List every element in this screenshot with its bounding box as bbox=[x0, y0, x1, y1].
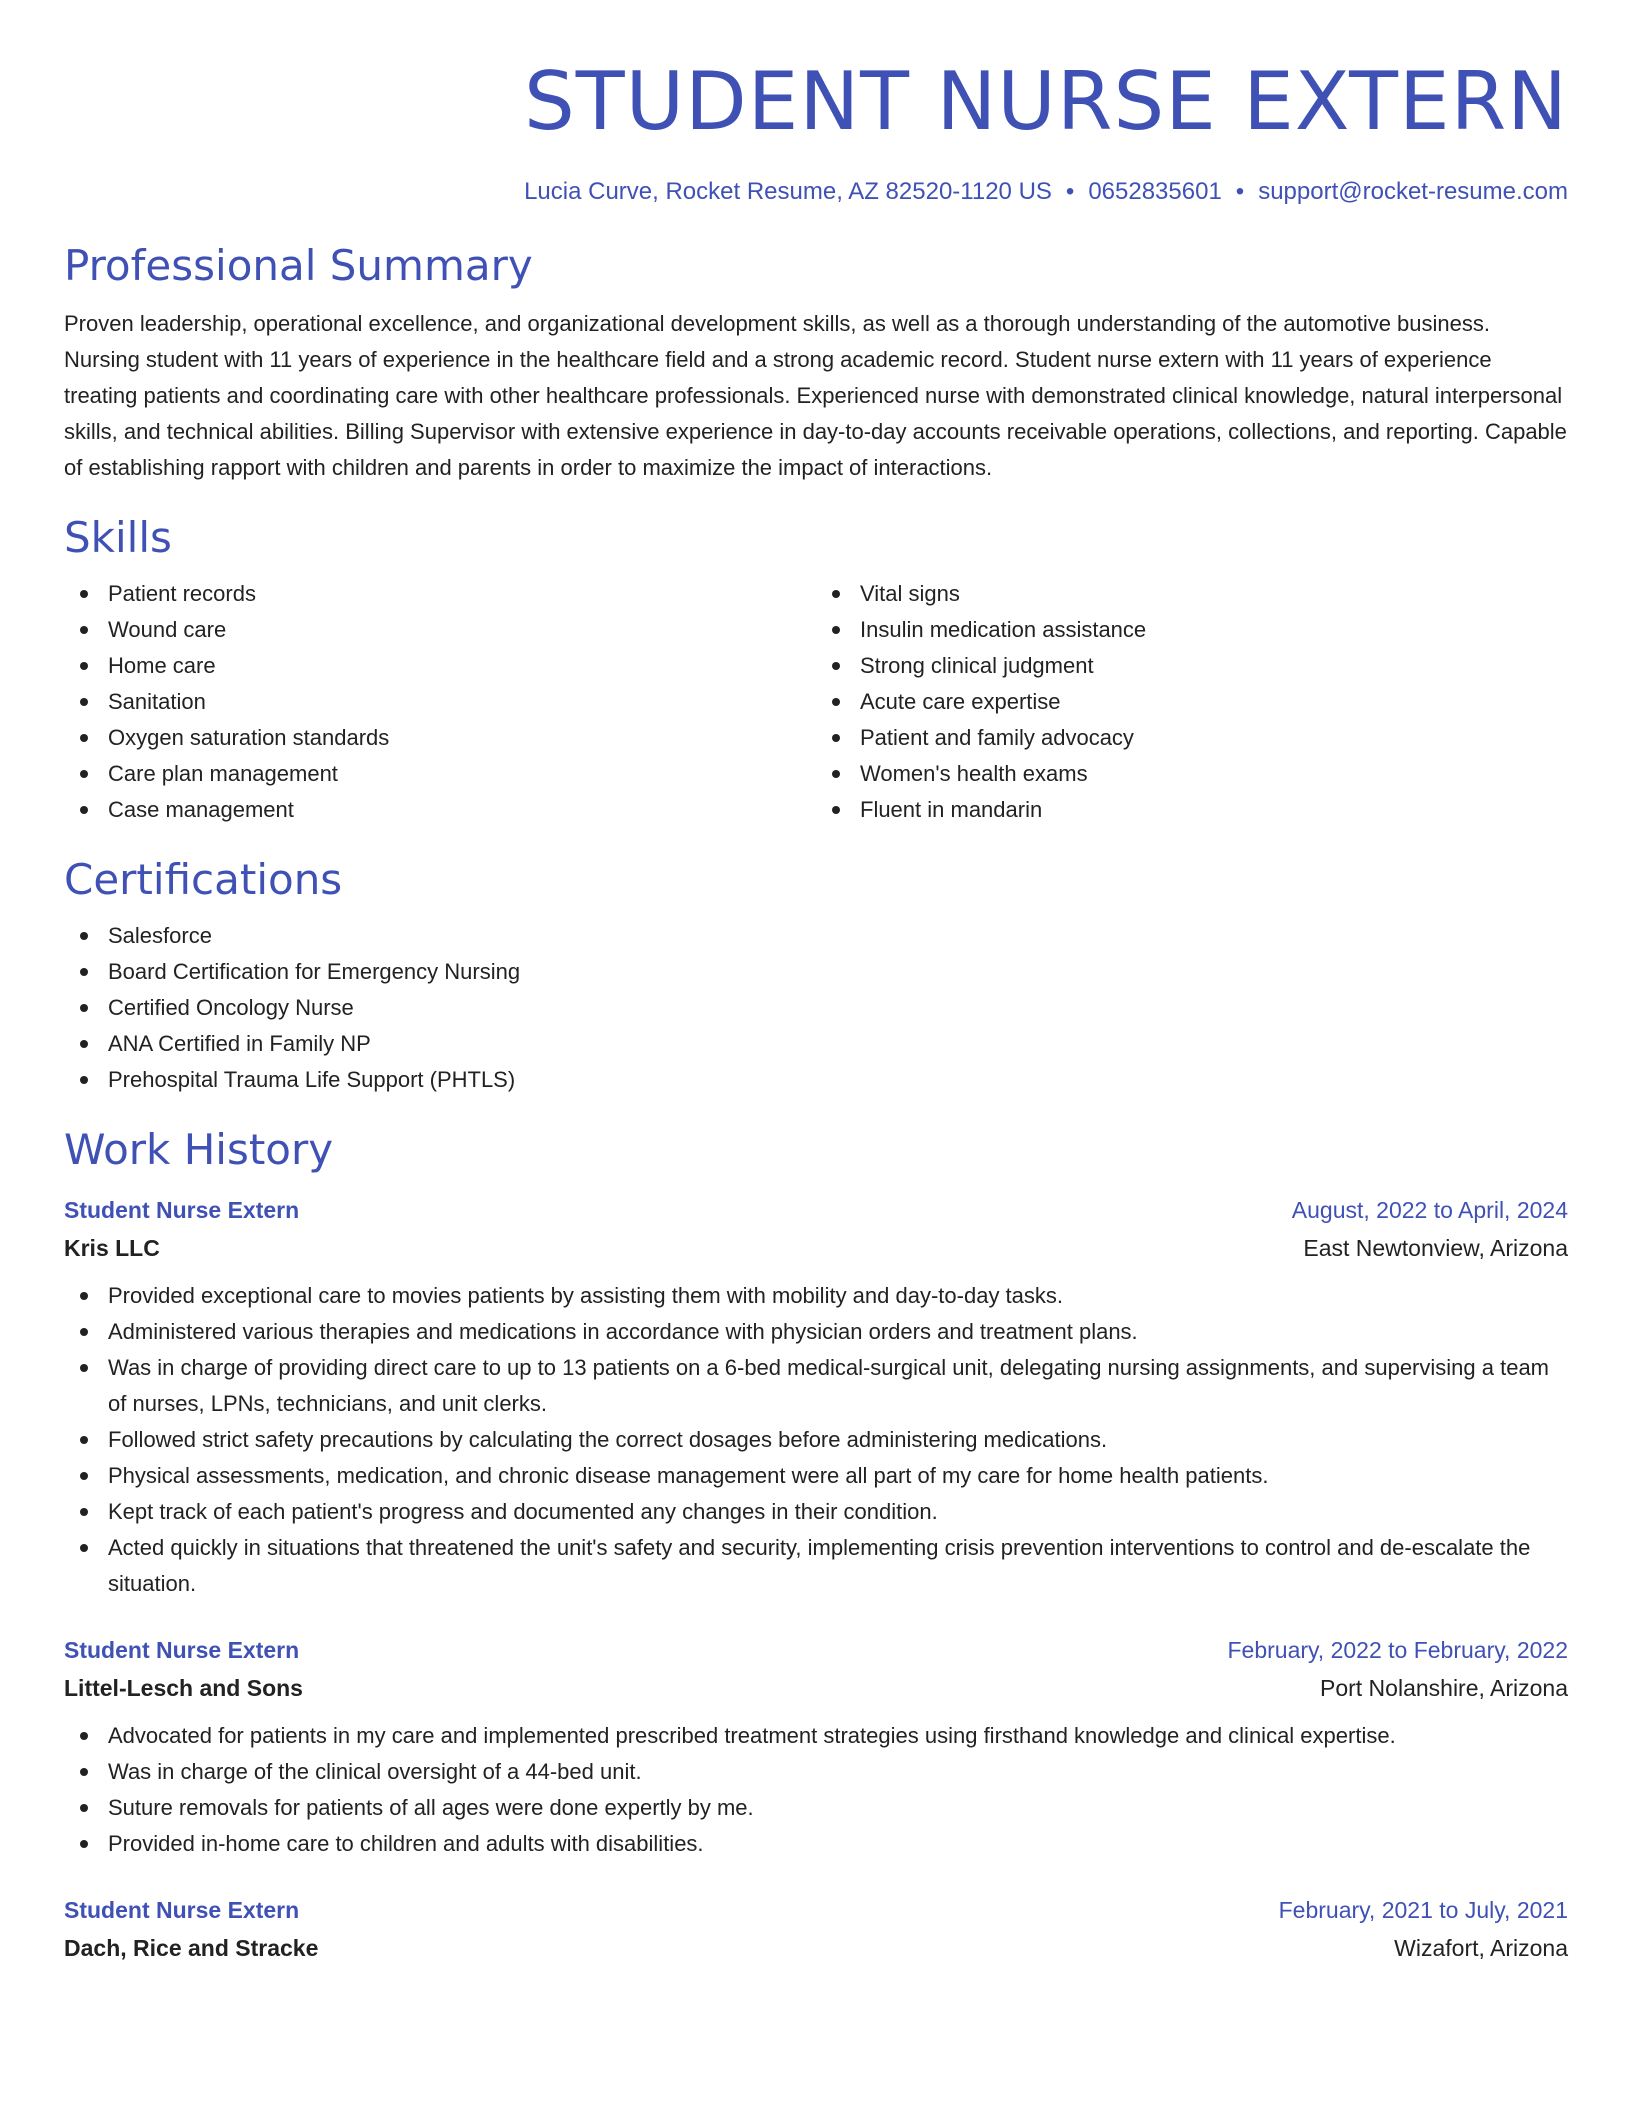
skills-column-right bbox=[816, 576, 1568, 828]
skill-item: Fluent in mandarin bbox=[860, 792, 1568, 828]
job-dates: August, 2022 to April, 2024 bbox=[1291, 1197, 1568, 1223]
skill-item: Home care bbox=[108, 648, 816, 684]
job-bullets bbox=[64, 1278, 1568, 1602]
job-title: Student Nurse Extern bbox=[64, 1197, 300, 1223]
job-bullet: Suture removals for patients of all ages were done expertly by me. bbox=[108, 1790, 1568, 1826]
skill-item: Oxygen saturation standards bbox=[108, 720, 816, 756]
certifications-heading: Certifications bbox=[64, 855, 343, 904]
summary-text: Proven leadership, operational excellence, and organizational development skills, as well as a thorough understanding of the automotive business. Nursing student with 11 years of experience in the healthcare field and a strong academic record. Student nurse extern with 11 years of experience treating patients and coordinating care with other healthcare professionals. Experienced nurse with demonstrated clinical knowledge, natural interpersonal skills, and technical abilities. Billing Supervisor with extensive experience in day-to-day accounts receivable operations, collections, and reporting. Capable of establishing rapport with children and parents in order to maximize the impact of interactions. bbox=[64, 311, 1567, 480]
resume-page bbox=[64, 52, 1568, 1968]
job-header-row bbox=[64, 1892, 1568, 1928]
summary-heading: Professional Summary bbox=[64, 241, 533, 290]
job-company: Kris LLC bbox=[64, 1235, 160, 1261]
job-bullet: Acted quickly in situations that threatened the unit's safety and security, implementing crisis prevention interventions to control and de-escalate the situation. bbox=[108, 1530, 1568, 1602]
job-entry bbox=[64, 1192, 1568, 1602]
job-bullet: Administered various therapies and medications in accordance with physician orders and treatment plans. bbox=[108, 1314, 1568, 1350]
skills-list bbox=[64, 576, 1568, 828]
job-entry bbox=[64, 1632, 1568, 1862]
skill-item: Acute care expertise bbox=[860, 684, 1568, 720]
job-location: Wizafort, Arizona bbox=[1394, 1935, 1568, 1961]
job-employer-row bbox=[64, 1668, 1568, 1708]
skill-item: Patient and family advocacy bbox=[860, 720, 1568, 756]
skill-item: Case management bbox=[108, 792, 816, 828]
skill-item: Sanitation bbox=[108, 684, 816, 720]
job-employer-row bbox=[64, 1228, 1568, 1268]
work-history-heading: Work History bbox=[64, 1125, 334, 1174]
contact-email: support@rocket-resume.com bbox=[1258, 178, 1568, 205]
job-employer-row bbox=[64, 1928, 1568, 1968]
job-header-row bbox=[64, 1632, 1568, 1668]
job-company: Dach, Rice and Stracke bbox=[64, 1935, 319, 1961]
contact-phone: 0652835601 bbox=[1088, 178, 1222, 205]
skill-item: Vital signs bbox=[860, 576, 1568, 612]
job-bullet: Physical assessments, medication, and chronic disease management were all part of my care for home health patients. bbox=[108, 1458, 1568, 1494]
certification-item: Prehospital Trauma Life Support (PHTLS) bbox=[108, 1062, 1568, 1098]
resume-title: STUDENT NURSE EXTERN bbox=[523, 55, 1568, 148]
job-dates: February, 2021 to July, 2021 bbox=[1278, 1897, 1568, 1923]
job-entry bbox=[64, 1892, 1568, 1968]
contact-line bbox=[64, 176, 1568, 208]
job-bullet: Followed strict safety precautions by calculating the correct dosages before administering medications. bbox=[108, 1422, 1568, 1458]
job-bullet: Provided in-home care to children and adults with disabilities. bbox=[108, 1826, 1568, 1862]
job-bullet: Was in charge of the clinical oversight of a 44-bed unit. bbox=[108, 1754, 1568, 1790]
contact-separator: • bbox=[1235, 178, 1245, 205]
job-header-row bbox=[64, 1192, 1568, 1228]
job-location: Port Nolanshire, Arizona bbox=[1319, 1675, 1568, 1701]
job-bullets bbox=[64, 1718, 1568, 1862]
certifications-list bbox=[64, 918, 1568, 1098]
certification-item: Salesforce bbox=[108, 918, 1568, 954]
job-bullet: Provided exceptional care to movies patients by assisting them with mobility and day-to-day tasks. bbox=[108, 1278, 1568, 1314]
skill-item: Insulin medication assistance bbox=[860, 612, 1568, 648]
skill-item: Care plan management bbox=[108, 756, 816, 792]
skill-item: Women's health exams bbox=[860, 756, 1568, 792]
skill-item: Wound care bbox=[108, 612, 816, 648]
certification-item: Board Certification for Emergency Nursing bbox=[108, 954, 1568, 990]
contact-separator: • bbox=[1065, 178, 1075, 205]
job-bullet: Advocated for patients in my care and implemented prescribed treatment strategies using firsthand knowledge and clinical expertise. bbox=[108, 1718, 1568, 1754]
job-bullet: Was in charge of providing direct care to up to 13 patients on a 6-bed medical-surgical unit, delegating nursing assignments, and supervising a team of nurses, LPNs, technicians, and unit clerks. bbox=[108, 1350, 1568, 1422]
job-title: Student Nurse Extern bbox=[64, 1637, 300, 1663]
certification-item: Certified Oncology Nurse bbox=[108, 990, 1568, 1026]
skills-heading: Skills bbox=[64, 513, 172, 562]
contact-address: Lucia Curve, Rocket Resume, AZ 82520-1120 US bbox=[524, 178, 1052, 205]
job-title: Student Nurse Extern bbox=[64, 1897, 300, 1923]
job-bullet: Kept track of each patient's progress and documented any changes in their condition. bbox=[108, 1494, 1568, 1530]
certification-item: ANA Certified in Family NP bbox=[108, 1026, 1568, 1062]
skill-item: Strong clinical judgment bbox=[860, 648, 1568, 684]
skills-column-left bbox=[64, 576, 816, 828]
job-location: East Newtonview, Arizona bbox=[1303, 1235, 1568, 1261]
skill-item: Patient records bbox=[108, 576, 816, 612]
job-company: Littel-Lesch and Sons bbox=[64, 1675, 303, 1701]
job-dates: February, 2022 to February, 2022 bbox=[1227, 1637, 1568, 1663]
